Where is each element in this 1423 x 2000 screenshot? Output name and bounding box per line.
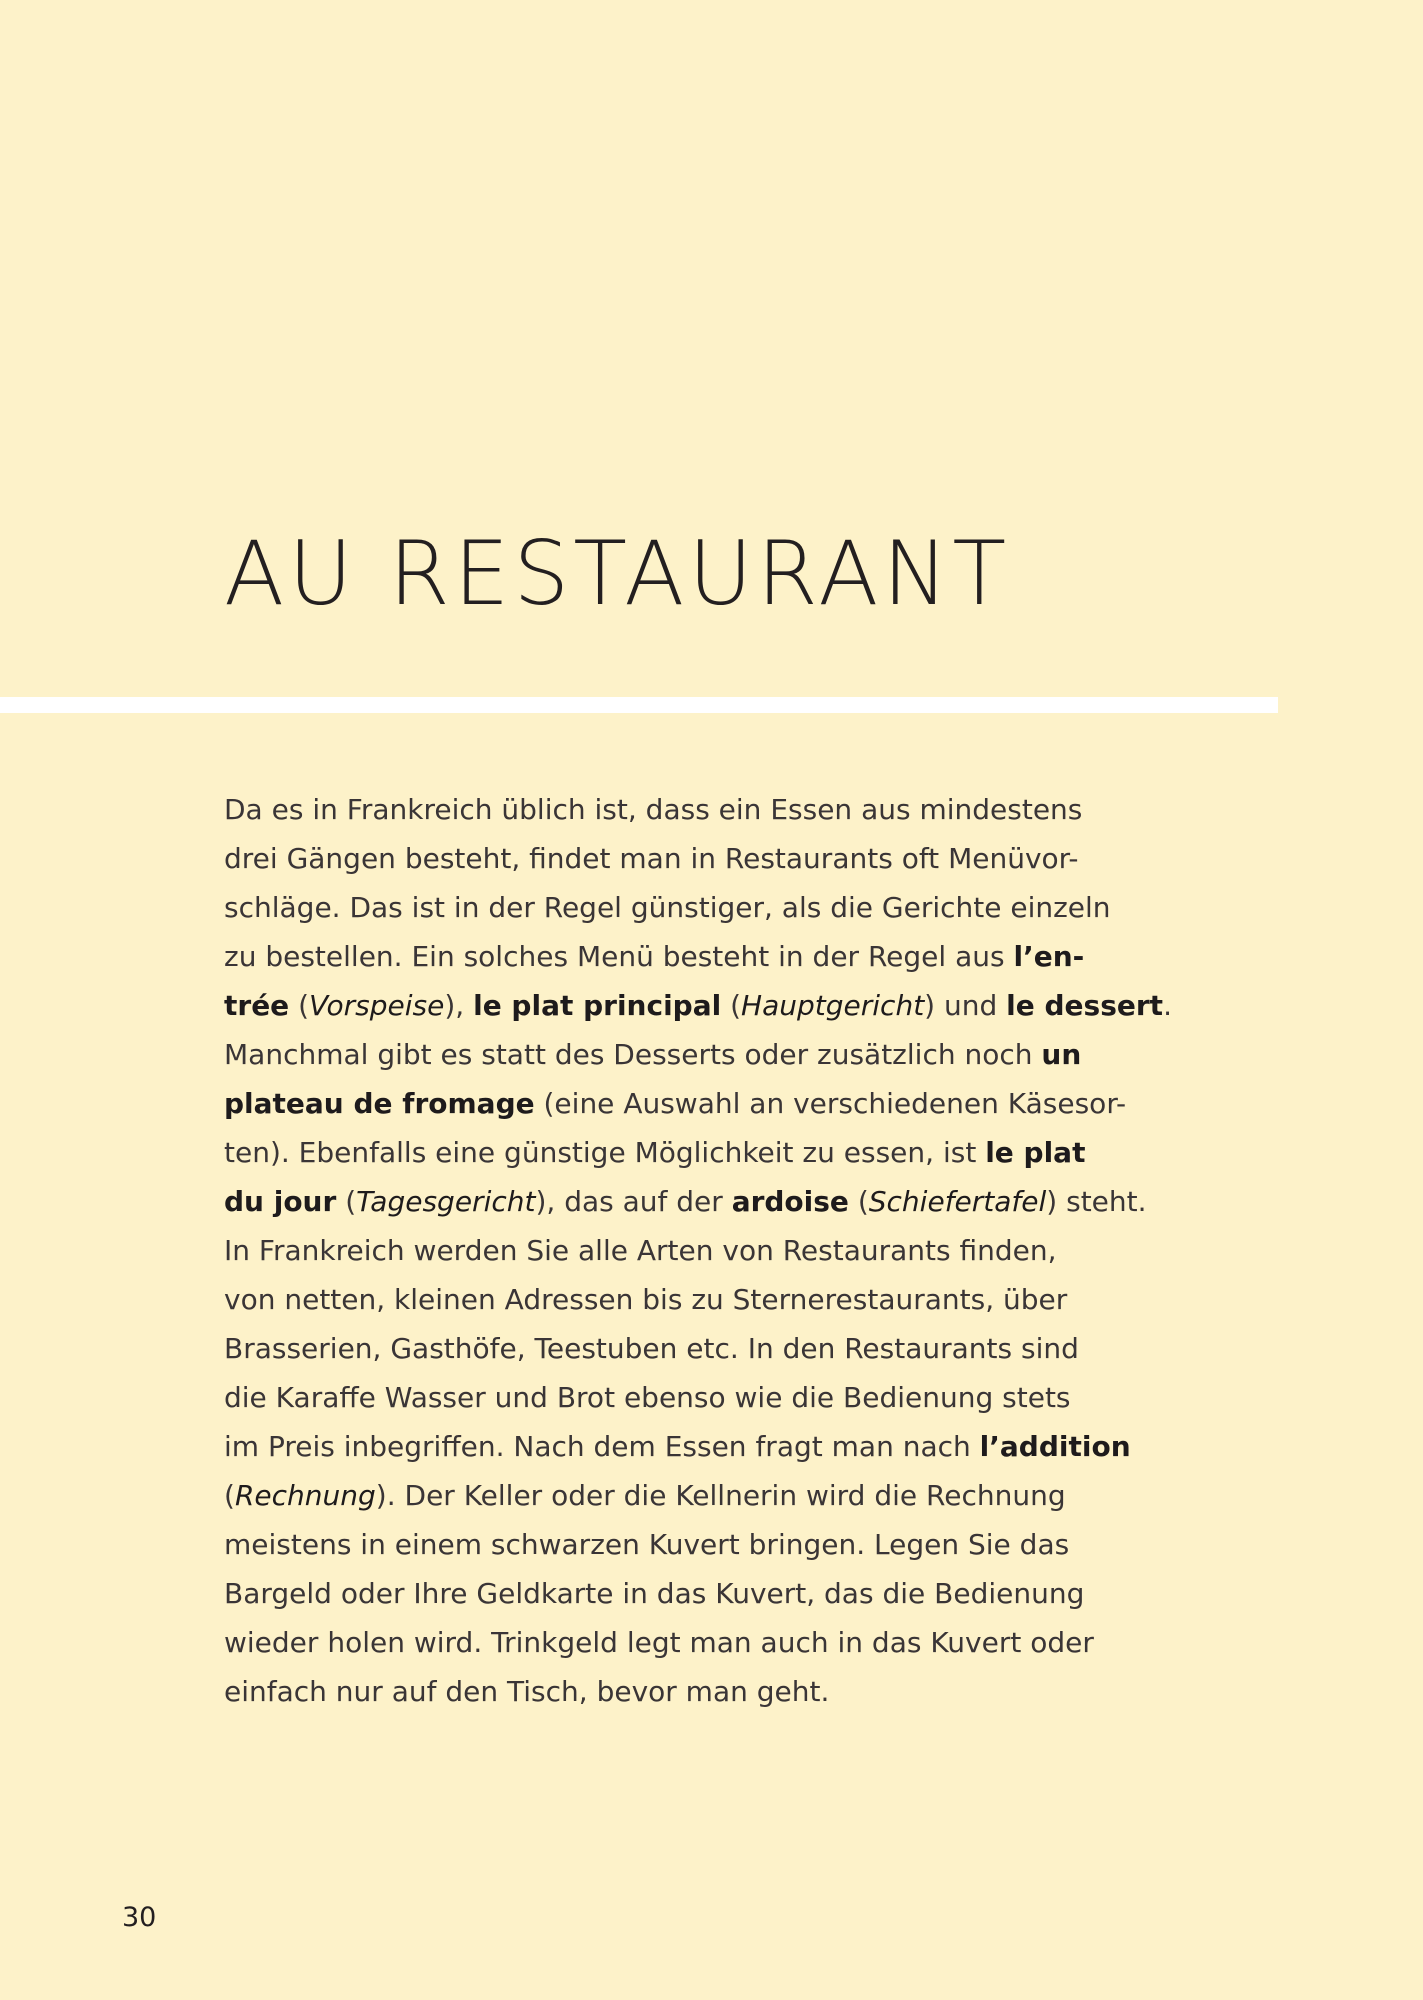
- text-run: (: [224, 1479, 235, 1512]
- french-term: l’en-: [1013, 940, 1085, 973]
- text-run: zu bestellen. Ein solches Menü besteht in der Regel aus: [224, 940, 1014, 973]
- body-line: [224, 883, 1224, 932]
- text-run: (: [721, 989, 742, 1022]
- body-line: [224, 981, 1224, 1030]
- text-run: ) steht.: [1046, 1185, 1147, 1218]
- french-term: plateau de fromage: [224, 1087, 535, 1120]
- body-paragraph: [224, 785, 1224, 1716]
- body-line: [224, 834, 1224, 883]
- german-translation: Vorspeise: [309, 989, 445, 1022]
- body-line: [224, 1471, 1224, 1520]
- page-number: 30: [122, 1902, 157, 1933]
- text-run: meistens in einem schwarzen Kuvert bringen. Legen Sie das: [224, 1528, 1070, 1561]
- text-run: ) und: [924, 989, 1007, 1022]
- text-run: drei Gängen besteht, findet man in Restaurants oft Menüvor-: [224, 842, 1079, 875]
- text-run: Bargeld oder Ihre Geldkarte in das Kuvert, das die Bedienung: [224, 1577, 1085, 1610]
- french-term: trée: [224, 989, 290, 1022]
- text-run: im Preis inbegriffen. Nach dem Essen fragt man nach: [224, 1430, 980, 1463]
- body-line: [224, 1324, 1224, 1373]
- body-line: [224, 1128, 1224, 1177]
- text-run: Brasserien, Gasthöfe, Teestuben etc. In den Restaurants sind: [224, 1332, 1079, 1365]
- text-run: ). Der Keller oder die Kellnerin wird die Rechnung: [375, 1479, 1066, 1512]
- body-line: [224, 1177, 1224, 1226]
- body-line: [224, 1618, 1224, 1667]
- text-run: wieder holen wird. Trinkgeld legt man auch in das Kuvert oder: [224, 1626, 1094, 1659]
- body-line: [224, 932, 1224, 981]
- text-run: ten). Ebenfalls eine günstige Möglichkeit zu essen, ist: [224, 1136, 986, 1169]
- body-line: [224, 1079, 1224, 1128]
- text-run: die Karaffe Wasser und Brot ebenso wie die Bedienung stets: [224, 1381, 1071, 1414]
- text-run: ),: [444, 989, 474, 1022]
- text-run: Da es in Frankreich üblich ist, dass ein Essen aus mindestens: [224, 793, 1083, 826]
- french-term: le plat principal: [473, 989, 722, 1022]
- body-line: [224, 1422, 1224, 1471]
- french-term: le plat: [985, 1136, 1086, 1169]
- body-line: [224, 1373, 1224, 1422]
- body-line: [224, 1667, 1224, 1716]
- french-term: ardoise: [731, 1185, 849, 1218]
- chapter-title: AU RESTAURANT: [224, 522, 1011, 625]
- text-run: In Frankreich werden Sie alle Arten von Restaurants finden,: [224, 1234, 1057, 1267]
- text-run: Manchmal gibt es statt des Desserts oder zusätzlich noch: [224, 1038, 1042, 1071]
- text-run: schläge. Das ist in der Regel günstiger, als die Gerichte einzeln: [224, 891, 1111, 924]
- german-translation: Rechnung: [234, 1479, 376, 1512]
- body-line: [224, 785, 1224, 834]
- text-run: (: [336, 1185, 357, 1218]
- body-line: [224, 1226, 1224, 1275]
- title-divider: [0, 697, 1278, 713]
- french-term: l’addition: [979, 1430, 1131, 1463]
- text-run: einfach nur auf den Tisch, bevor man geht.: [224, 1675, 830, 1708]
- text-run: (: [289, 989, 310, 1022]
- body-line: [224, 1030, 1224, 1079]
- german-translation: Hauptgericht: [741, 989, 925, 1022]
- french-term: le dessert: [1006, 989, 1164, 1022]
- text-run: von netten, kleinen Adressen bis zu Sternerestaurants, über: [224, 1283, 1068, 1316]
- french-term: un: [1041, 1038, 1082, 1071]
- german-translation: Schiefertafel: [868, 1185, 1047, 1218]
- french-term: du jour: [224, 1185, 337, 1218]
- text-run: (: [848, 1185, 869, 1218]
- text-run: ), das auf der: [535, 1185, 732, 1218]
- text-run: .: [1163, 989, 1172, 1022]
- body-line: [224, 1569, 1224, 1618]
- german-translation: Tagesgericht: [356, 1185, 536, 1218]
- body-line: [224, 1520, 1224, 1569]
- text-run: (eine Auswahl an verschiedenen Käsesor-: [534, 1087, 1127, 1120]
- body-line: [224, 1275, 1224, 1324]
